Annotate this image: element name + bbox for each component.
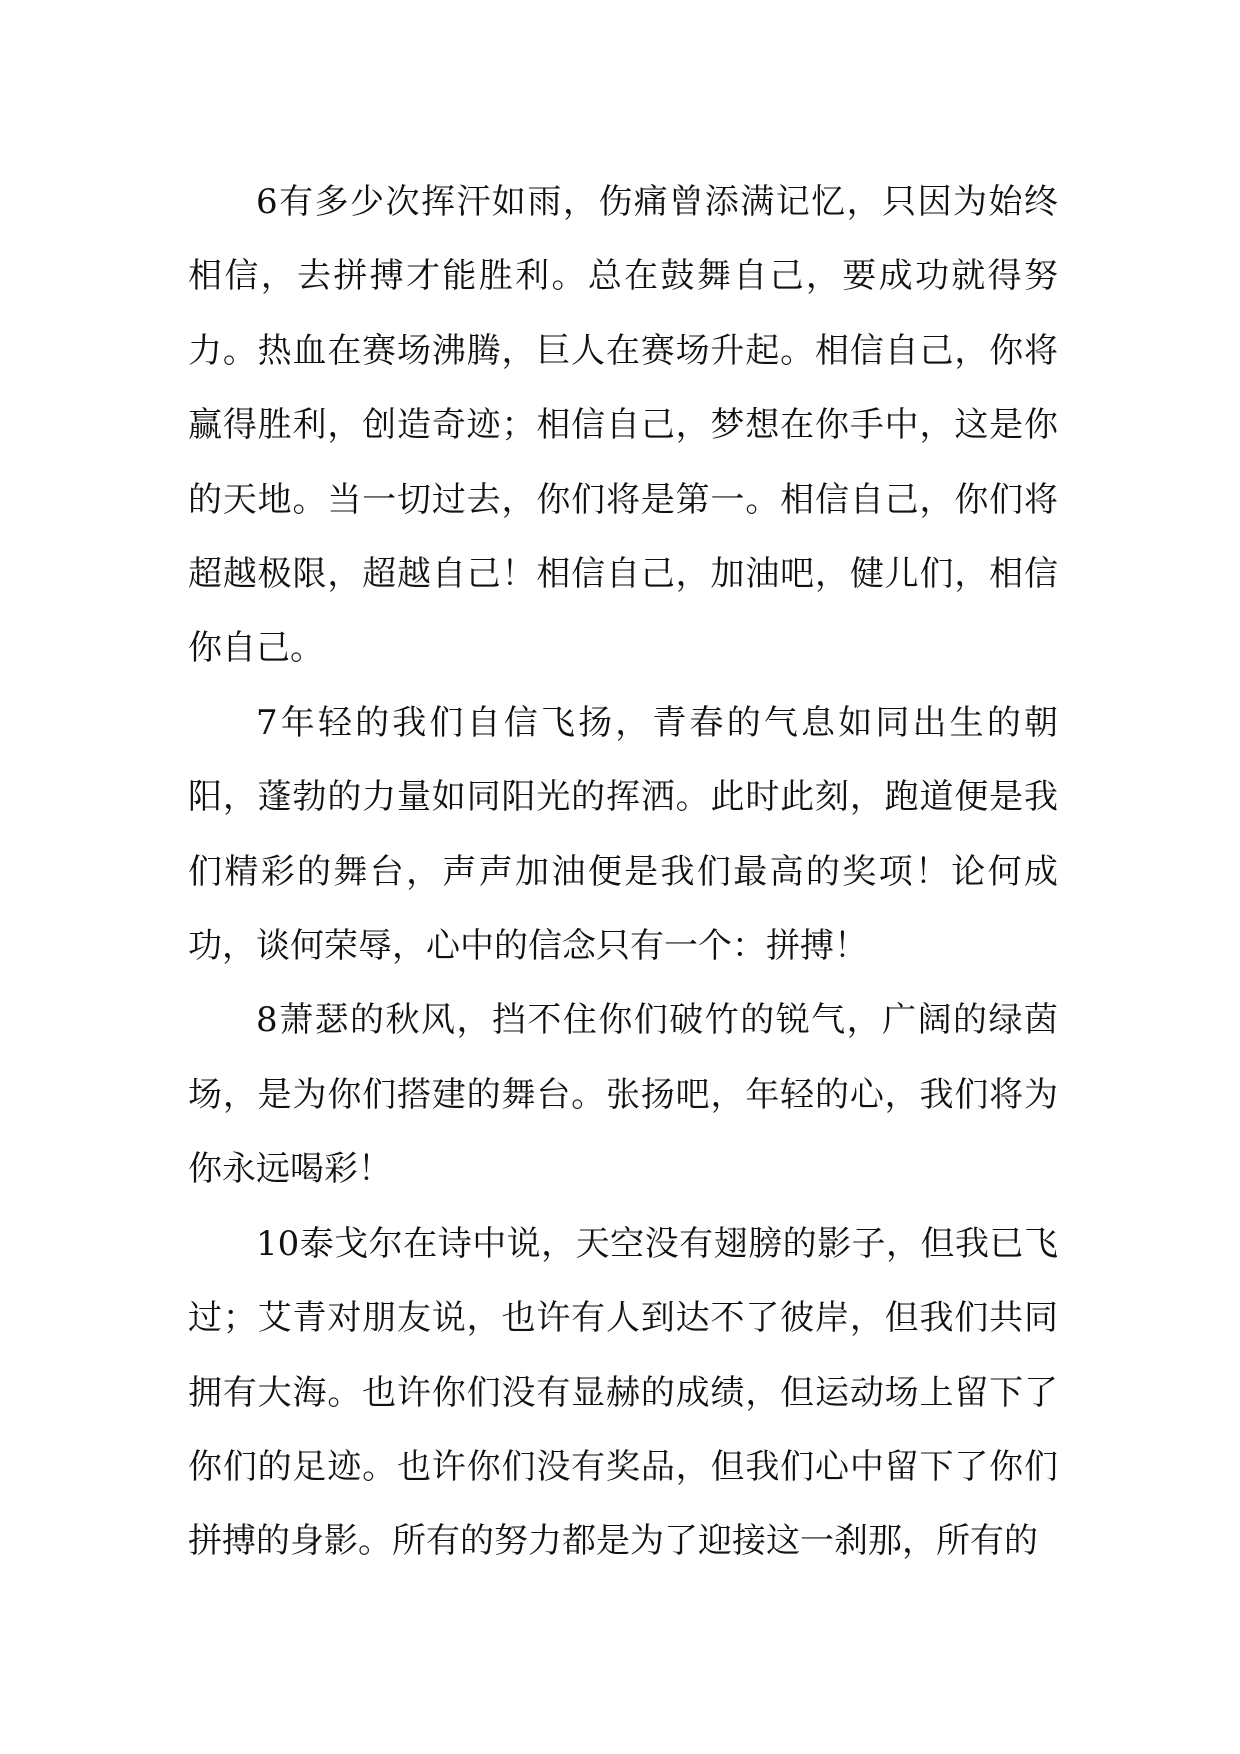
paragraph-10: 10泰戈尔在诗中说，天空没有翅膀的影子，但我已飞过；艾青对朋友说，也许有人到达不了彼岸，但我们共同拥有大海。也许你们没有显赫的成绩，但运动场上留下了你们的足迹。也许你们没有奖品，但我们心中留下了你们拼搏的身影。所有的努力都是为了迎接这一刹那，所有的 bbox=[188, 1223, 1058, 1562]
paragraph-8: 8萧瑟的秋风，挡不住你们破竹的锐气，广阔的绿茵场，是为你们搭建的舞台。张扬吧，年轻的心，我们将为你永远喝彩！ bbox=[188, 1000, 1058, 1190]
paragraph-6: 6有多少次挥汗如雨，伤痛曾添满记忆，只因为始终相信，去拼搏才能胜利。总在鼓舞自己，要成功就得努力。热血在赛场沸腾，巨人在赛场升起。相信自己，你将赢得胜利，创造奇迹；相信自己，梦想在你手中，这是你的天地。当一切过去，你们将是第一。相信自己，你们将超越极限，超越自己！相信自己，加油吧，健儿们，相信你自己。 bbox=[188, 182, 1058, 669]
document-body bbox=[188, 165, 1058, 1579]
paragraph-7: 7年轻的我们自信飞扬，青春的气息如同出生的朝阳，蓬勃的力量如同阳光的挥洒。此时此刻，跑道便是我们精彩的舞台，声声加油便是我们最高的奖项！论何成功，谈何荣辱，心中的信念只有一个：拼搏！ bbox=[188, 702, 1058, 967]
